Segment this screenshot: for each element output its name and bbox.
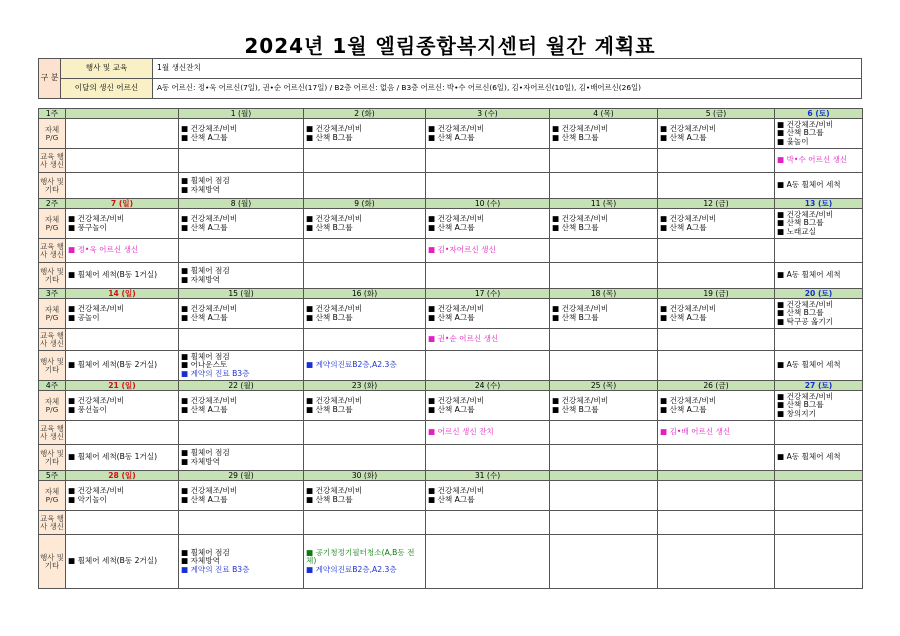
schedule-cell — [550, 391, 658, 421]
edu-row — [39, 511, 863, 535]
schedule-cell — [304, 299, 426, 329]
self-row — [39, 299, 863, 329]
schedule-item: ■ 건강체조/비비 — [428, 485, 485, 495]
schedule-item: ■ A동 휠체어 세척 — [777, 360, 841, 370]
event-row-label: 행사 및 기타 — [39, 445, 66, 471]
self-row — [39, 119, 863, 149]
schedule-item: ■ 산책 A그룹 — [660, 404, 707, 414]
schedule-cell — [550, 445, 658, 471]
schedule-cell — [66, 173, 179, 199]
schedule-item: ■ 건강체조/비비 — [68, 213, 125, 223]
schedule-item: ■ 계약의진료B2층,A2.3층 — [306, 564, 397, 574]
schedule-cell — [426, 391, 550, 421]
schedule-item: ■ 휠체어 점검 — [181, 447, 230, 457]
schedule-cell — [304, 239, 426, 263]
schedule-item: ■ 산책 A그룹 — [181, 312, 228, 322]
schedule-item: ■ 휠체어 점검 — [181, 265, 230, 275]
schedule-item: ■ 산책 A그룹 — [660, 132, 707, 142]
day-header: 26 (금) — [658, 381, 775, 391]
schedule-item: ■ 휠체어 세척(B동 1거실) — [68, 452, 158, 462]
schedule-cell — [550, 421, 658, 445]
week-label: 3주 — [39, 289, 66, 299]
schedule-item: ■ 건강체조/비비 — [181, 303, 238, 313]
schedule-item: ■ 건강체조/비비 — [660, 123, 717, 133]
event-row — [39, 173, 863, 199]
schedule-cell — [550, 299, 658, 329]
week-header-row — [39, 381, 863, 391]
schedule-item: ■ 건강체조/비비 — [181, 485, 238, 495]
day-header: 4 (목) — [550, 109, 658, 119]
schedule-cell — [304, 263, 426, 289]
schedule-item: ■ 건강체조/비비 — [428, 123, 485, 133]
schedule-cell — [66, 299, 179, 329]
schedule-item: ■ 어르신 생신 잔치 — [428, 427, 494, 437]
schedule-item: ■ 풍구놀이 — [68, 222, 107, 232]
schedule-item: ■ 건강체조/비비 — [777, 299, 834, 309]
schedule-cell — [775, 119, 863, 149]
schedule-cell — [179, 173, 304, 199]
event-row-label: 행사 및 기타 — [39, 351, 66, 381]
day-header: 28 (일) — [66, 471, 179, 481]
schedule-cell — [66, 391, 179, 421]
schedule-cell — [179, 329, 304, 351]
schedule-cell — [426, 445, 550, 471]
schedule-cell — [775, 263, 863, 289]
schedule-cell — [658, 391, 775, 421]
event-row — [39, 445, 863, 471]
schedule-item: ■ A동 휠체어 세척 — [777, 270, 841, 280]
self-row-label: 자체 P/G — [39, 119, 66, 149]
schedule-item: ■ 박•수 어르신 생신 — [777, 155, 848, 165]
day-header: 13 (토) — [775, 199, 863, 209]
calendar-table — [38, 108, 863, 589]
schedule-cell — [658, 445, 775, 471]
event-row-label: 행사 및 기타 — [39, 173, 66, 199]
week-header-row — [39, 289, 863, 299]
schedule-cell — [179, 535, 304, 589]
schedule-cell — [426, 119, 550, 149]
schedule-cell — [426, 263, 550, 289]
schedule-cell — [179, 239, 304, 263]
edu-row — [39, 149, 863, 173]
schedule-cell — [304, 511, 426, 535]
schedule-cell — [775, 511, 863, 535]
week-header-row — [39, 471, 863, 481]
self-row — [39, 481, 863, 511]
schedule-item: ■ 풍선놀이 — [68, 404, 107, 414]
day-header: 8 (월) — [179, 199, 304, 209]
schedule-item: ■ 건강체조/비비 — [306, 123, 363, 133]
schedule-item: ■ 건강체조/비비 — [428, 303, 485, 313]
edu-row-label: 교육 행사 생신 — [39, 421, 66, 445]
schedule-item: ■ 산책 B그룹 — [306, 404, 353, 414]
schedule-cell — [304, 209, 426, 239]
schedule-item: ■ 산책 B그룹 — [306, 222, 353, 232]
schedule-item: ■ 산책 B그룹 — [777, 308, 824, 318]
page-title: 2024년 1월 엘림종합복지센터 월간 계획표 — [244, 34, 656, 58]
schedule-cell — [550, 149, 658, 173]
schedule-item: ■ 건강체조/비비 — [428, 213, 485, 223]
schedule-item: ■ 건강체조/비비 — [181, 213, 238, 223]
schedule-item: ■ 자체방역 — [181, 274, 220, 284]
schedule-cell — [658, 421, 775, 445]
info-table — [38, 58, 862, 99]
schedule-item: ■ 계약의 진료 B3층 — [181, 368, 250, 378]
day-header: 7 (일) — [66, 199, 179, 209]
schedule-cell — [179, 299, 304, 329]
schedule-cell — [66, 149, 179, 173]
schedule-item: ■ 산책 B그룹 — [777, 400, 824, 410]
event-row-label: 행사 및 기타 — [39, 263, 66, 289]
schedule-cell — [658, 149, 775, 173]
schedule-cell — [658, 535, 775, 589]
schedule-item: ■ 건강체조/비비 — [306, 303, 363, 313]
schedule-cell — [775, 481, 863, 511]
schedule-item: ■ 건강체조/비비 — [552, 123, 609, 133]
schedule-cell — [658, 239, 775, 263]
schedule-cell — [179, 391, 304, 421]
schedule-item: ■ 계약의 진료 B3층 — [181, 564, 250, 574]
day-header: 15 (월) — [179, 289, 304, 299]
schedule-item: ■ 어나운스토 — [181, 360, 228, 370]
schedule-cell — [658, 173, 775, 199]
self-row-label: 자체 P/G — [39, 209, 66, 239]
schedule-cell — [179, 445, 304, 471]
edu-row-label: 교육 행사 생신 — [39, 511, 66, 535]
schedule-cell — [775, 239, 863, 263]
day-header: 16 (화) — [304, 289, 426, 299]
schedule-item: ■ 산책 B그룹 — [306, 494, 353, 504]
schedule-item: ■ 산책 B그룹 — [777, 218, 824, 228]
schedule-item: ■ 산책 A그룹 — [660, 222, 707, 232]
day-header: 29 (월) — [179, 471, 304, 481]
schedule-cell — [304, 535, 426, 589]
schedule-item: ■ 산책 A그룹 — [428, 312, 475, 322]
schedule-item: ■ 자체방역 — [181, 184, 220, 194]
schedule-cell — [550, 351, 658, 381]
day-header: 5 (금) — [658, 109, 775, 119]
day-header: 14 (일) — [66, 289, 179, 299]
schedule-cell — [426, 329, 550, 351]
day-header: 12 (금) — [658, 199, 775, 209]
schedule-cell — [66, 511, 179, 535]
schedule-item: ■ 산책 A그룹 — [181, 404, 228, 414]
schedule-cell — [66, 239, 179, 263]
edu-row — [39, 329, 863, 351]
schedule-cell — [550, 239, 658, 263]
day-header: 25 (목) — [550, 381, 658, 391]
event-header: 행사 및 교육 — [61, 59, 153, 79]
day-header — [550, 471, 658, 481]
schedule-cell — [66, 421, 179, 445]
schedule-cell — [66, 209, 179, 239]
self-row — [39, 209, 863, 239]
schedule-cell — [658, 329, 775, 351]
day-header: 27 (토) — [775, 381, 863, 391]
day-header — [66, 109, 179, 119]
schedule-cell — [179, 421, 304, 445]
schedule-item: ■ 건강체조/비비 — [660, 303, 717, 313]
schedule-cell — [304, 119, 426, 149]
schedule-cell — [658, 481, 775, 511]
birthday-header: 이달의 생신 어르신 — [61, 79, 153, 99]
schedule-item: ■ 건강체조/비비 — [777, 119, 834, 129]
schedule-item: ■ 건강체조/비비 — [306, 395, 363, 405]
schedule-item: ■ 산책 A그룹 — [660, 312, 707, 322]
gu-label: 구 분 — [39, 59, 61, 99]
schedule-item: ■ 산책 A그룹 — [181, 494, 228, 504]
schedule-cell — [426, 535, 550, 589]
schedule-item: ■ 건강체조/비비 — [552, 395, 609, 405]
day-header: 1 (월) — [179, 109, 304, 119]
schedule-item: ■ 정•욱 어르신 생신 — [68, 245, 139, 255]
schedule-item: ■ 건강체조/비비 — [68, 303, 125, 313]
schedule-cell — [775, 173, 863, 199]
schedule-cell — [775, 535, 863, 589]
schedule-cell — [304, 329, 426, 351]
schedule-cell — [775, 299, 863, 329]
schedule-cell — [550, 511, 658, 535]
schedule-cell — [179, 149, 304, 173]
schedule-item: ■ 공기청정기필터청소(A,B동 전체) — [306, 547, 415, 566]
week-header-row — [39, 109, 863, 119]
schedule-cell — [66, 329, 179, 351]
schedule-item: ■ 건강체조/비비 — [552, 303, 609, 313]
schedule-cell — [304, 351, 426, 381]
schedule-cell — [66, 351, 179, 381]
schedule-cell — [550, 209, 658, 239]
schedule-item: ■ 김•자어르신 생신 — [428, 245, 496, 255]
schedule-cell — [775, 209, 863, 239]
schedule-item: ■ 산책 B그룹 — [777, 128, 824, 138]
birthday-value: A동 어르신: 정•욱 어르신(7일), 권•순 어르신(17일) / B2층 어르신: 없음 / B3층 어르신: 박•수 어르신(6일), 김•자어르신(10일), 김•배어르신(26일) — [153, 79, 862, 99]
day-header: 9 (화) — [304, 199, 426, 209]
day-header: 23 (화) — [304, 381, 426, 391]
week-header-row — [39, 199, 863, 209]
schedule-item: ■ 건강체조/비비 — [181, 395, 238, 405]
schedule-item: ■ 산책 B그룹 — [552, 404, 599, 414]
day-header: 31 (수) — [426, 471, 550, 481]
schedule-item: ■ 계약의진료B2층,A2.3층 — [306, 360, 397, 370]
schedule-cell — [775, 329, 863, 351]
schedule-item: ■ 산책 A그룹 — [181, 132, 228, 142]
schedule-item: ■ 산책 B그룹 — [306, 132, 353, 142]
schedule-cell — [66, 535, 179, 589]
schedule-item: ■ 산책 A그룹 — [181, 222, 228, 232]
schedule-item: ■ 휠체어 점검 — [181, 547, 230, 557]
edu-row-label: 교육 행사 생신 — [39, 239, 66, 263]
schedule-cell — [426, 173, 550, 199]
self-row-label: 자체 P/G — [39, 299, 66, 329]
schedule-item: ■ 자체방역 — [181, 456, 220, 466]
schedule-item: ■ 노래교실 — [777, 226, 816, 236]
schedule-item: ■ 건강체조/비비 — [777, 391, 834, 401]
schedule-cell — [775, 421, 863, 445]
schedule-cell — [426, 149, 550, 173]
schedule-item: ■ 건강체조/비비 — [68, 395, 125, 405]
schedule-cell — [179, 351, 304, 381]
schedule-cell — [426, 209, 550, 239]
schedule-item: ■ 산책 A그룹 — [428, 404, 475, 414]
schedule-cell — [304, 149, 426, 173]
day-header: 11 (목) — [550, 199, 658, 209]
day-header: 10 (수) — [426, 199, 550, 209]
schedule-cell — [179, 481, 304, 511]
schedule-cell — [550, 173, 658, 199]
day-header: 3 (수) — [426, 109, 550, 119]
schedule-item: ■ 윷놀이 — [777, 136, 809, 146]
event-row-label: 행사 및 기타 — [39, 535, 66, 589]
schedule-cell — [658, 351, 775, 381]
schedule-cell — [775, 351, 863, 381]
day-header: 30 (화) — [304, 471, 426, 481]
schedule-cell — [550, 535, 658, 589]
schedule-item: ■ 산책 B그룹 — [552, 312, 599, 322]
schedule-cell — [658, 511, 775, 535]
schedule-item: ■ 휠체어 점검 — [181, 351, 230, 361]
schedule-item: ■ 산책 B그룹 — [306, 312, 353, 322]
schedule-cell — [775, 391, 863, 421]
schedule-item: ■ 산책 B그룹 — [552, 132, 599, 142]
event-row — [39, 351, 863, 381]
schedule-cell — [179, 511, 304, 535]
schedule-cell — [179, 263, 304, 289]
schedule-item: ■ 건강체조/비비 — [660, 213, 717, 223]
self-row-label: 자체 P/G — [39, 481, 66, 511]
schedule-cell — [658, 119, 775, 149]
schedule-cell — [550, 481, 658, 511]
day-header: 6 (토) — [775, 109, 863, 119]
schedule-item: ■ 휠체어 점검 — [181, 175, 230, 185]
schedule-cell — [426, 351, 550, 381]
schedule-cell — [304, 391, 426, 421]
schedule-cell — [66, 481, 179, 511]
day-header: 18 (목) — [550, 289, 658, 299]
schedule-cell — [775, 149, 863, 173]
schedule-cell — [66, 119, 179, 149]
schedule-cell — [426, 481, 550, 511]
schedule-item: ■ A동 휠체어 세척 — [777, 180, 841, 190]
day-header: 17 (수) — [426, 289, 550, 299]
edu-row — [39, 239, 863, 263]
schedule-item: ■ 건강체조/비비 — [306, 485, 363, 495]
self-row — [39, 391, 863, 421]
schedule-cell — [66, 263, 179, 289]
schedule-cell — [304, 173, 426, 199]
schedule-item: ■ 산책 A그룹 — [428, 132, 475, 142]
schedule-cell — [426, 239, 550, 263]
schedule-item: ■ 건강체조/비비 — [552, 213, 609, 223]
event-row — [39, 535, 863, 589]
edu-row-label: 교육 행사 생신 — [39, 149, 66, 173]
day-header: 21 (일) — [66, 381, 179, 391]
schedule-item: ■ 자체방역 — [181, 556, 220, 566]
schedule-item: ■ 건강체조/비비 — [68, 485, 125, 495]
schedule-cell — [179, 209, 304, 239]
schedule-item: ■ 휠체어 세척(B동 2거실) — [68, 360, 158, 370]
schedule-item: ■ 창의지기 — [777, 408, 816, 418]
day-header — [658, 471, 775, 481]
calendar-body — [39, 109, 863, 589]
event-row — [39, 263, 863, 289]
schedule-cell — [658, 263, 775, 289]
schedule-cell — [658, 299, 775, 329]
schedule-cell — [426, 511, 550, 535]
schedule-item: ■ 건강체조/비비 — [660, 395, 717, 405]
schedule-item: ■ 산책 A그룹 — [428, 222, 475, 232]
schedule-cell — [426, 299, 550, 329]
schedule-item: ■ 건강체조/비비 — [306, 213, 363, 223]
schedule-item: ■ 건강체조/비비 — [777, 209, 834, 219]
edu-row-label: 교육 행사 생신 — [39, 329, 66, 351]
day-header: 20 (토) — [775, 289, 863, 299]
schedule-item: ■ 휠체어 세척(B동 2거실) — [68, 556, 158, 566]
schedule-item: ■ 건강체조/비비 — [428, 395, 485, 405]
schedule-cell — [550, 329, 658, 351]
schedule-item: ■ 건강체조/비비 — [181, 123, 238, 133]
schedule-cell — [550, 263, 658, 289]
schedule-item: ■ 산책 B그룹 — [552, 222, 599, 232]
edu-row — [39, 421, 863, 445]
schedule-cell — [550, 119, 658, 149]
week-label: 2주 — [39, 199, 66, 209]
schedule-item: ■ 휠체어 세척(B동 1거실) — [68, 270, 158, 280]
schedule-cell — [658, 209, 775, 239]
schedule-cell — [304, 421, 426, 445]
week-label: 5주 — [39, 471, 66, 481]
day-header: 24 (수) — [426, 381, 550, 391]
day-header: 19 (금) — [658, 289, 775, 299]
schedule-item: ■ 공놀이 — [68, 312, 100, 322]
week-label: 1주 — [39, 109, 66, 119]
event-value: 1월 생신잔치 — [153, 59, 862, 79]
schedule-item: ■ 악기놀이 — [68, 494, 107, 504]
schedule-item: ■ 산책 A그룹 — [428, 494, 475, 504]
day-header — [775, 471, 863, 481]
week-label: 4주 — [39, 381, 66, 391]
schedule-cell — [775, 445, 863, 471]
schedule-cell — [426, 421, 550, 445]
schedule-cell — [304, 481, 426, 511]
self-row-label: 자체 P/G — [39, 391, 66, 421]
day-header: 22 (월) — [179, 381, 304, 391]
schedule-item: ■ 김•배 어르신 생신 — [660, 427, 731, 437]
schedule-item: ■ 탁구공 옮기기 — [777, 316, 834, 326]
day-header: 2 (화) — [304, 109, 426, 119]
schedule-cell — [179, 119, 304, 149]
schedule-cell — [66, 445, 179, 471]
schedule-item: ■ 권•순 어르신 생신 — [428, 334, 499, 344]
schedule-cell — [304, 445, 426, 471]
schedule-item: ■ A동 휠체어 세척 — [777, 452, 841, 462]
